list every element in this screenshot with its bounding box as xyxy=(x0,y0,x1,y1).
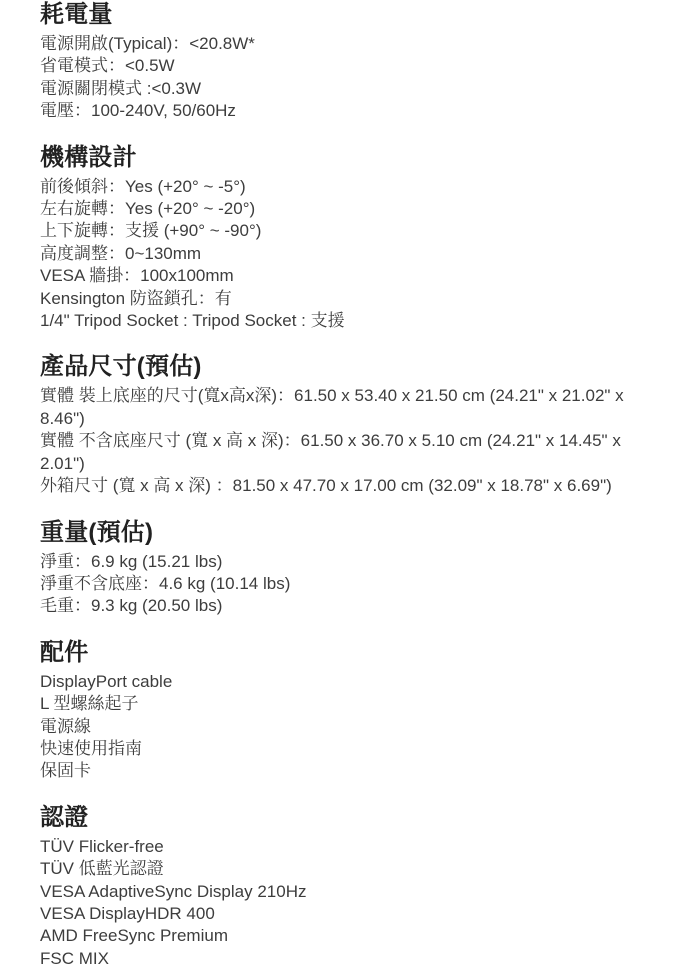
spec-line-vesa-displayhdr: VESA DisplayHDR 400 xyxy=(40,903,215,923)
spec-line-tripod-socket: 1/4" Tripod Socket : Tripod Socket : 支援 xyxy=(40,311,345,331)
section-title-accessories: 配件 xyxy=(40,638,89,666)
section-certifications xyxy=(40,802,655,970)
spec-line-tuv-low-blue-light: TÜV 低藍光認證 xyxy=(40,859,164,879)
section-title-weight: 重量(預估) xyxy=(40,518,154,546)
spec-line-dimensions-without-stand: 實體 不含底座尺寸 (寬 x 高 x 深)：61.50 x 36.70 x 5.10 cm (24.21" x 14.45" x 2.01") xyxy=(40,431,621,473)
spec-line-net-weight-without-stand: 淨重不含底座：4.6 kg (10.14 lbs) xyxy=(40,573,291,593)
spec-line-dimensions-with-stand: 實體 裝上底座的尺寸(寬x高x深)：61.50 x 53.40 x 21.50 cm (24.21" x 21.02" x 8.46") xyxy=(40,386,624,428)
spec-line-fsc-mix: FSC MIX xyxy=(40,948,109,968)
spec-line-power-save-mode: 省電模式：<0.5W xyxy=(40,56,175,76)
section-title-certifications: 認證 xyxy=(40,803,89,831)
spec-line-height-adjustment: 高度調整：0~130mm xyxy=(40,243,202,263)
spec-line-net-weight: 淨重：6.9 kg (15.21 lbs) xyxy=(40,551,223,571)
spec-line-power-off-mode: 電源關閉模式 :<0.3W xyxy=(40,78,202,98)
spec-line-vesa-adaptivesync: VESA AdaptiveSync Display 210Hz xyxy=(40,881,307,901)
spec-line-displayport-cable: DisplayPort cable xyxy=(40,671,173,691)
spec-line-voltage: 電壓：100-240V, 50/60Hz xyxy=(40,101,236,121)
spec-line-power-on: 電源開啟(Typical)：<20.8W* xyxy=(40,34,255,53)
spec-line-l-screwdriver: L 型螺絲起子 xyxy=(40,694,139,714)
spec-line-warranty-card: 保固卡 xyxy=(40,761,91,781)
spec-line-tilt: 前後傾斜：Yes (+20° ~ -5°) xyxy=(40,176,246,196)
section-accessories xyxy=(40,637,655,783)
spec-line-tuv-flicker-free: TÜV Flicker-free xyxy=(40,836,164,856)
spec-line-kensington-lock: Kensington 防盜鎖孔：有 xyxy=(40,288,232,308)
spec-line-power-cord: 電源線 xyxy=(40,716,91,736)
section-weight xyxy=(40,517,655,618)
spec-line-gross-weight: 毛重：9.3 kg (20.50 lbs) xyxy=(40,596,223,616)
spec-line-quick-start-guide: 快速使用指南 xyxy=(40,738,142,758)
section-product-dimensions xyxy=(40,351,655,497)
section-mechanical-design xyxy=(40,142,655,333)
spec-line-vesa-mount: VESA 牆掛：100x100mm xyxy=(40,266,234,286)
section-title-product-dimensions: 產品尺寸(預估) xyxy=(40,353,202,381)
spec-line-box-dimensions: 外箱尺寸 (寬 x 高 x 深) ：81.50 x 47.70 x 17.00 cm (32.09" x 18.78" x 6.69") xyxy=(40,476,612,496)
spec-line-amd-freesync: AMD FreeSync Premium xyxy=(40,926,228,946)
section-title-mechanical-design: 機構設計 xyxy=(40,143,137,171)
section-title-power-consumption: 耗電量 xyxy=(40,1,113,28)
spec-line-swivel: 左右旋轉：Yes (+20° ~ -20°) xyxy=(40,199,256,219)
spec-line-pivot: 上下旋轉：支援 (+90° ~ -90°) xyxy=(40,221,262,241)
section-power-consumption xyxy=(40,0,655,123)
